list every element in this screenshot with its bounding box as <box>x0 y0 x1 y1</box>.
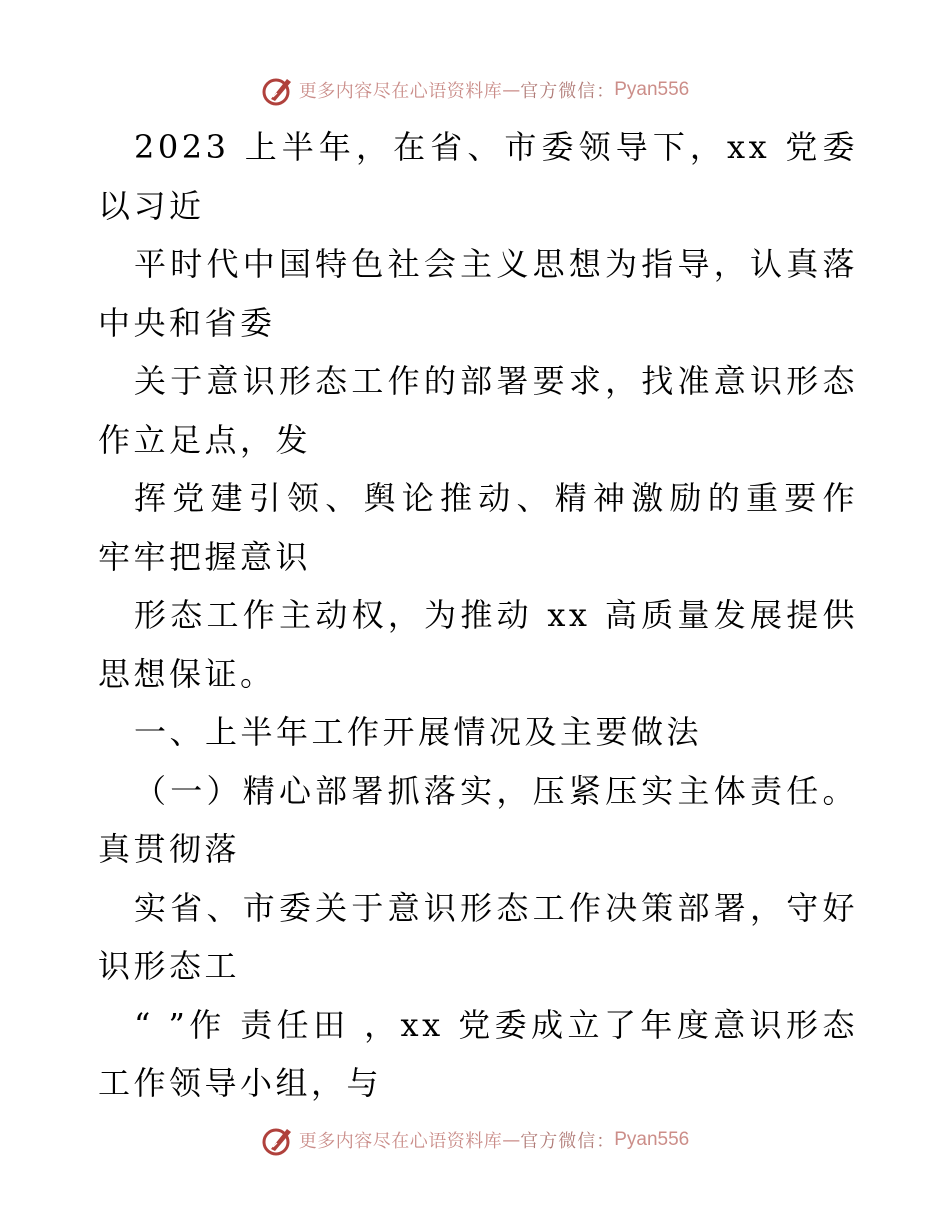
watermark-content <box>261 73 690 107</box>
watermark-colon: ： <box>596 1131 615 1152</box>
text-line-10: 思想保证。 <box>98 654 276 693</box>
text-line-8: 牢牢把握意识 <box>98 537 312 576</box>
text-line-13: 真贯彻落 <box>98 830 241 868</box>
text-line-1: 2023 上半年，在省、市委领导下，xx 党委 <box>134 128 858 166</box>
watermark-banner-top <box>0 70 950 110</box>
watermark-brand-text: 更多内容尽在心语资料库 <box>298 81 503 102</box>
quill-pen-circle-icon <box>261 1123 295 1157</box>
watermark-brand-text: 更多内容尽在心语资料库 <box>298 1131 503 1152</box>
text-line-16: “ ”作 责任田 ，xx 党委成立了年度意识形态 <box>134 1005 858 1044</box>
text-line-4: 中央和省委 <box>98 303 276 342</box>
watermark-wechat-label: 官方微信 <box>520 81 597 102</box>
quill-pen-circle-icon <box>261 73 295 107</box>
watermark-dash: — <box>502 79 521 101</box>
text-line-9: 形态工作主动权，为推动 xx 高质量发展提供 <box>134 596 858 634</box>
watermark-dash: — <box>502 1129 521 1151</box>
text-line-14: 实省、市委关于意识形态工作决策部署，守好 <box>134 888 858 927</box>
watermark-wechat-id: Pyan556 <box>614 79 690 100</box>
watermark-wechat-id: Pyan556 <box>614 1129 690 1150</box>
watermark-content <box>261 1123 690 1157</box>
watermark-wechat-label: 官方微信 <box>520 1131 597 1152</box>
text-line-5: 关于意识形态工作的部署要求，找准意识形态 <box>134 362 858 400</box>
text-line-17: 工作领导小组，与 <box>98 1064 383 1102</box>
text-line-12: （一）精心部署抓落实，压紧压实主体责任。 <box>134 771 858 810</box>
text-line-7: 挥党建引领、舆论推动、精神激励的重要作 <box>134 479 858 517</box>
text-line-15: 识形态工 <box>98 947 241 985</box>
document-body <box>98 118 858 1113</box>
watermark-banner-bottom <box>0 1120 950 1160</box>
section-heading: 一、上半年工作开展情况及主要做法 <box>134 713 703 751</box>
text-line-6: 作立足点，发 <box>98 420 312 459</box>
text-line-3: 平时代中国特色社会主义思想为指导，认真落 <box>134 245 858 283</box>
text-line-2: 以习近 <box>98 186 205 225</box>
watermark-colon: ： <box>596 81 615 102</box>
